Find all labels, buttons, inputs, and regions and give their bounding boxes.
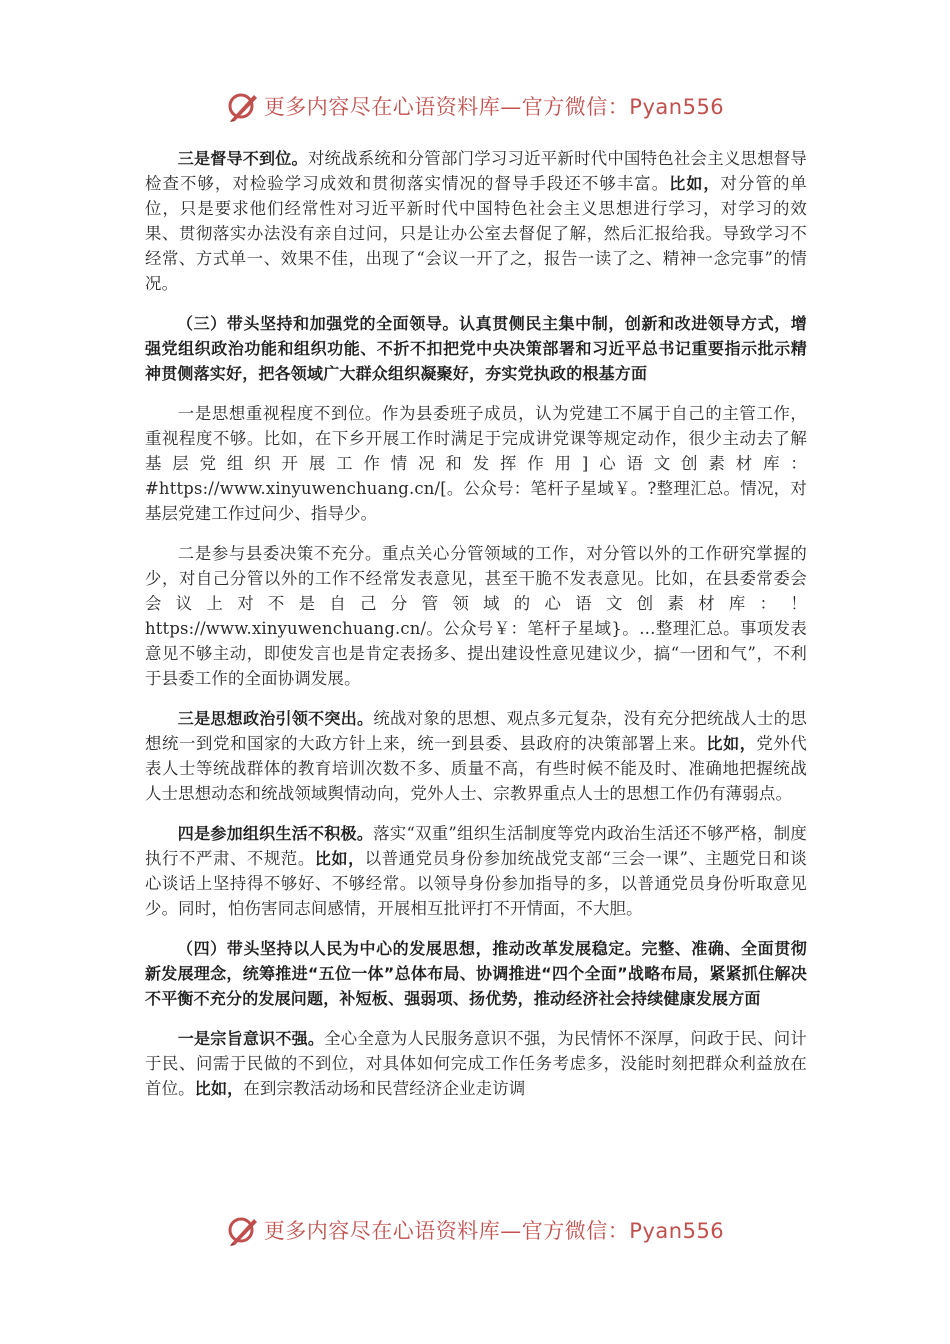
example-lead: 比如，: [314, 849, 365, 868]
example-lead: 比如，: [669, 174, 721, 193]
paragraph-lead: 四是参加组织生活不积极。: [177, 824, 374, 843]
paragraph-thought-emphasis: 一是思想重视程度不到位。作为县委班子成员，认为党建工不属于自己的主管工作，重视程度不够。比如，在下乡开展工作时满足于完成讲党课等规定动作，很少主动去了解基层党组织开展工作情况和发挥作用]心语文创素材库：#https://www.xinyuwenchuang.cn/[。公众号：笔杆子星域￥。?整理汇总。情况，对基层党建工作过问少、指导少。: [145, 404, 807, 523]
paragraph-text: 党外代表人士等统战群体的教育培训次数不多、质量不高，有些时候不能及时、准确地把握统战人士思想动态和统战领域舆情动向，党外人士、宗教界重点人士的思想工作仍有薄弱点。: [145, 734, 807, 803]
section-heading-3: （三）带头坚持和加强党的全面领导。认真贯侧民主集中制，创新和改进领导方式，增强党组织政治功能和组织功能、不折不扣把党中央决策部署和习近平总书记重要指示批示精神贯侧落实好，把各领域广大群众组织凝聚好，夯实党执政的根基方面: [145, 314, 807, 383]
example-lead: 比如，: [194, 1079, 244, 1098]
paragraph-text: 统战对象的思想、观点多元复杂，没有充分把统战人士的思想统一到党和国家的大政方针上来，统一到县委、县政府的决策部署上来。: [145, 709, 807, 753]
banner-text: 更多内容尽在心语资料库—官方微信：Pyan556: [263, 1219, 725, 1243]
paragraph-text: 在到宗教活动场和民营经济企业走访调: [243, 1079, 526, 1098]
paragraph-decision-participation: 二是参与县委决策不充分。重点关心分管领域的工作，对分管以外的工作研究掌握的少，对自己分管以外的工作不经常发表意见，甚至干脆不发表意见。比如，在县委常委会会议上对不是自己分管领域的心语文创素材库：！https://www.xinyuwenchuang.cn/。公众号￥：笔杆子星域}。…整理汇总。事项发表意见不够主动，即使发言也是肯定表扬多、提出建设性意见建议少，搞“一团和气”，不利于县委工作的全面协调发展。: [145, 544, 807, 688]
paragraph-text: 对统战系统和分管部门学习习近平新时代中国特色社会主义思想督导检查不够，对检验学习成效和贯彻落实情况的督导手段还不够丰富。: [145, 149, 807, 193]
paragraph-political-guidance: [145, 706, 807, 806]
paragraph-lead: 三是督导不到位。: [177, 149, 308, 168]
paragraph-text: 以普通党员身份参加统战党支部“三会一课”、主题党日和谈心谈话上坚持得不够好、不够经常。以领导身份参加指导的多，以普通党员身份听取意见少。同时，怕伤害同志间感情，开展相互批评打不开情面，不大胆。: [145, 849, 807, 918]
paragraph-text: 全心全意为人民服务意识不强，为民情怀不深厚，问政于民、问计于民、问需于民做的不到位，对具体如何完成工作任务考虑多，没能时刻把群众利益放在首位。: [145, 1029, 807, 1098]
banner-text: 更多内容尽在心语资料库—官方微信：Pyan556: [263, 95, 725, 119]
paragraph-organization-life: [145, 821, 807, 921]
document-body: [145, 146, 807, 1116]
paragraph-purpose-awareness: [145, 1026, 807, 1101]
paragraph-text: 对分管的单位，只是要求他们经常性对习近平新时代中国特色社会主义思想进行学习，对学习的效果、贯彻落实办法没有亲自过问，只是让办公室去督促了解，然后汇报给我。导致学习不经常、方式单一、效果不佳，出现了“会议一开了之，报告一读了之、精神一念完事”的情况。: [145, 174, 808, 293]
paragraph-text: 落实“双重”组织生活制度等党内政治生活还不够严格，制度执行不严肃、不规范。: [145, 824, 807, 868]
pen-logo-icon: [226, 1213, 260, 1247]
section-heading-4: （四）带头坚持以人民为中心的发展思想，推动改革发展稳定。完整、准确、全面贯彻新发展理念，统筹推进“五位一体”总体布局、协调推进“四个全面”战略布局，紧紧抓住解决不平衡不充分的发展问题，补短板、强弱项、扬优势，推动经济社会持续健康发展方面: [145, 939, 807, 1008]
paragraph-lead: 一是宗旨意识不强。: [177, 1029, 325, 1048]
paragraph-supervision: [145, 146, 807, 296]
pen-logo-icon: [226, 89, 260, 123]
paragraph-lead: 三是思想政治引领不突出。: [177, 709, 374, 728]
header-banner: [0, 86, 950, 126]
example-lead: 比如，: [706, 734, 757, 753]
footer-banner: [0, 1210, 950, 1250]
